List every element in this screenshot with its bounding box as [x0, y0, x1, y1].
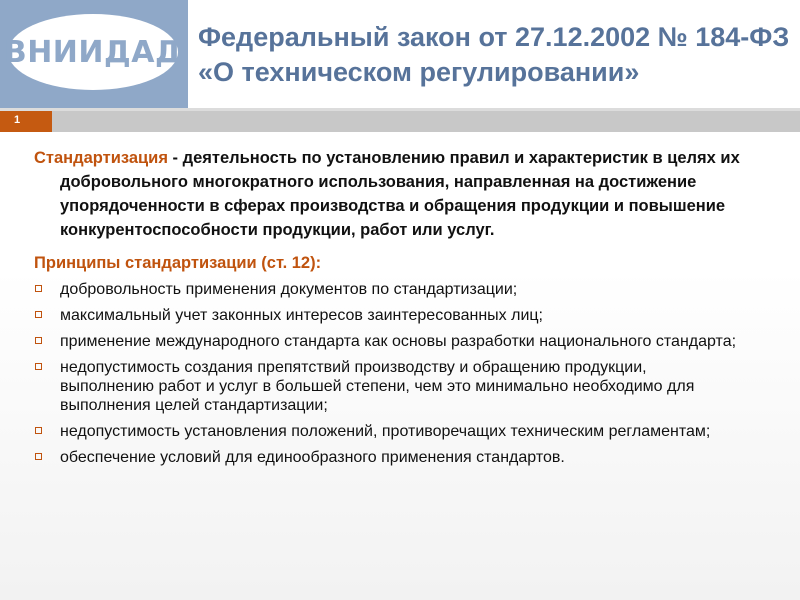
list-item — [34, 448, 740, 467]
square-bullet-icon — [35, 363, 42, 370]
logo-panel — [0, 0, 188, 108]
list-item-text: недопустимость создания препятствий производству и обращению продукции, выполнению работ и услуг в большей степени, чем это минимально необходимо для выполнения целей стандартизации; — [60, 359, 695, 414]
list-item-text: добровольность применения документов по стандартизации; — [60, 281, 518, 298]
logo-text: ВНИИДАД — [3, 34, 183, 70]
square-bullet-icon — [35, 427, 42, 434]
logo — [3, 14, 183, 90]
slide-number: 1 — [14, 114, 21, 126]
definition-term: Стандартизация — [34, 149, 168, 167]
principles-heading: Принципы стандартизации (ст. 12): — [34, 254, 322, 272]
slide-number-box — [0, 111, 45, 132]
list-item-text: недопустимость установления положений, противоречащих техническим регламентам; — [60, 423, 711, 440]
list-item-text: применение международного стандарта как основы разработки национального стандарта; — [60, 333, 737, 350]
list-item — [34, 358, 740, 415]
list-item — [34, 306, 740, 325]
slide-content — [34, 146, 740, 474]
list-item-text: обеспечение условий для единообразного применения стандартов. — [60, 449, 565, 466]
header-bar — [52, 111, 800, 132]
list-item-text: максимальный учет законных интересов заинтересованных лиц; — [60, 307, 543, 324]
principles-list — [34, 280, 740, 467]
square-bullet-icon — [35, 311, 42, 318]
square-bullet-icon — [35, 453, 42, 460]
list-item — [34, 332, 740, 351]
accent-bar — [45, 111, 52, 132]
definition-text: - деятельность по установлению правил и характеристик в целях их добровольного многократного использования, направленная на достижение упорядоченности в сферах производства и обращения продукции и повышение конкурентоспособности продукции, работ или услуг. — [60, 149, 740, 239]
definition-paragraph — [34, 146, 740, 242]
list-item — [34, 422, 740, 441]
list-item — [34, 280, 740, 299]
slide-title: Федеральный закон от 27.12.2002 № 184-ФЗ «О техническом регулировании» — [198, 22, 790, 87]
square-bullet-icon — [35, 337, 42, 344]
square-bullet-icon — [35, 285, 42, 292]
